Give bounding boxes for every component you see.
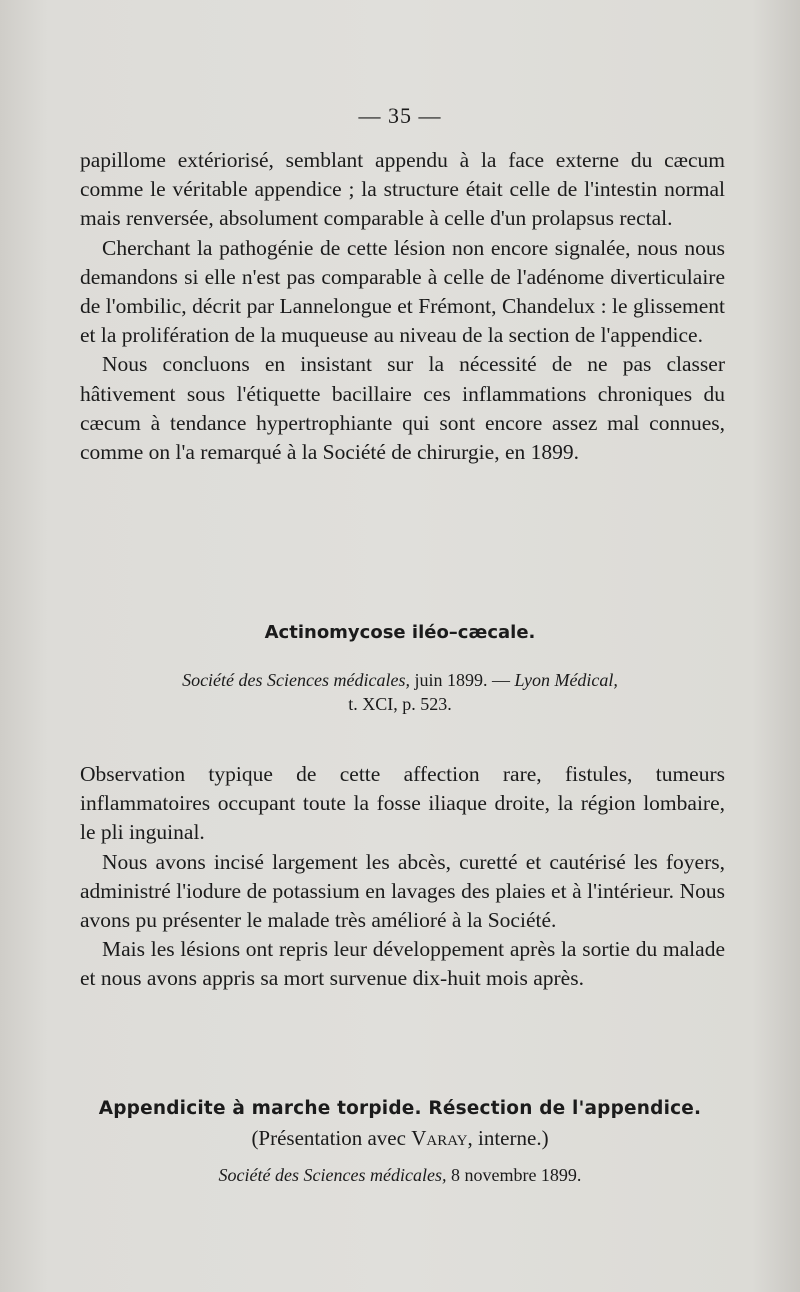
- paragraph: Cherchant la pathogénie de cette lésion non encore signalée, nous nous demandons si elle n'est pas comparable à celle de l'adénome diverticulaire de l'ombilic, décrit par Lannelongue et Frémont, Chandelux : le glissement et la prolifération de la muqueuse au niveau de la section de l'appendice.: [80, 235, 725, 348]
- ref-date: juin 1899. —: [409, 670, 515, 690]
- ref-date: 8 novembre 1899.: [446, 1165, 582, 1185]
- paragraph: Nous concluons en insistant sur la nécessité de ne pas classer hâtivement sous l'étiquette bacillaire ces inflammations chroniques du cæcum à tendance hypertrophiante qui sont encore assez mal connues, comme on l'a remarqué à la Société de chirurgie, en 1899.: [80, 352, 725, 465]
- section-heading-actinomycose: Actinomycose iléo–cæcale.: [264, 622, 536, 643]
- presentation-subheading: [0, 1126, 800, 1151]
- section-2-body: [80, 760, 725, 994]
- ref-journal: Société des Sciences médicales,: [182, 670, 410, 690]
- subheading-suffix: , interne.): [467, 1126, 549, 1150]
- subheading-prefix: (Présentation avec: [251, 1126, 412, 1150]
- paragraph: Nous avons incisé largement les abcès, curetté et cautérisé les foyers, administré l'iodure de potassium en lavages des plaies et à l'intérieur. Nous avons pu présenter le malade très amélioré à la Société.: [80, 849, 725, 933]
- section-heading-appendicite: Appendicite à marche torpide. Résection de l'appendice.: [98, 1098, 702, 1119]
- presenter-name: Varay: [411, 1126, 468, 1150]
- ref-journal: Société des Sciences médicales,: [218, 1165, 447, 1185]
- page-number: — 35 —: [358, 103, 442, 128]
- reference-appendicite: [0, 1163, 800, 1187]
- ref-volume-page: t. XCI, p. 523.: [348, 694, 452, 714]
- paragraph: Mais les lésions ont repris leur développement après la sortie du malade et nous avons appris sa mort survenue dix-huit mois après.: [80, 937, 725, 991]
- section-1-body: [80, 146, 725, 467]
- reference-actinomycose: [0, 668, 800, 716]
- paragraph: papillome extériorisé, semblant appendu à la face externe du cæcum comme le véritable appendice ; la structure était celle de l'intestin normal mais renversée, absolument comparable à celle d'un prolapsus rectal.: [80, 148, 725, 231]
- paragraph: Observation typique de cette affection rare, fistules, tumeurs inflammatoires occupant toute la fosse iliaque droite, la région lombaire, le pli inguinal.: [80, 762, 725, 845]
- ref-journal-2: Lyon Médical,: [514, 670, 618, 690]
